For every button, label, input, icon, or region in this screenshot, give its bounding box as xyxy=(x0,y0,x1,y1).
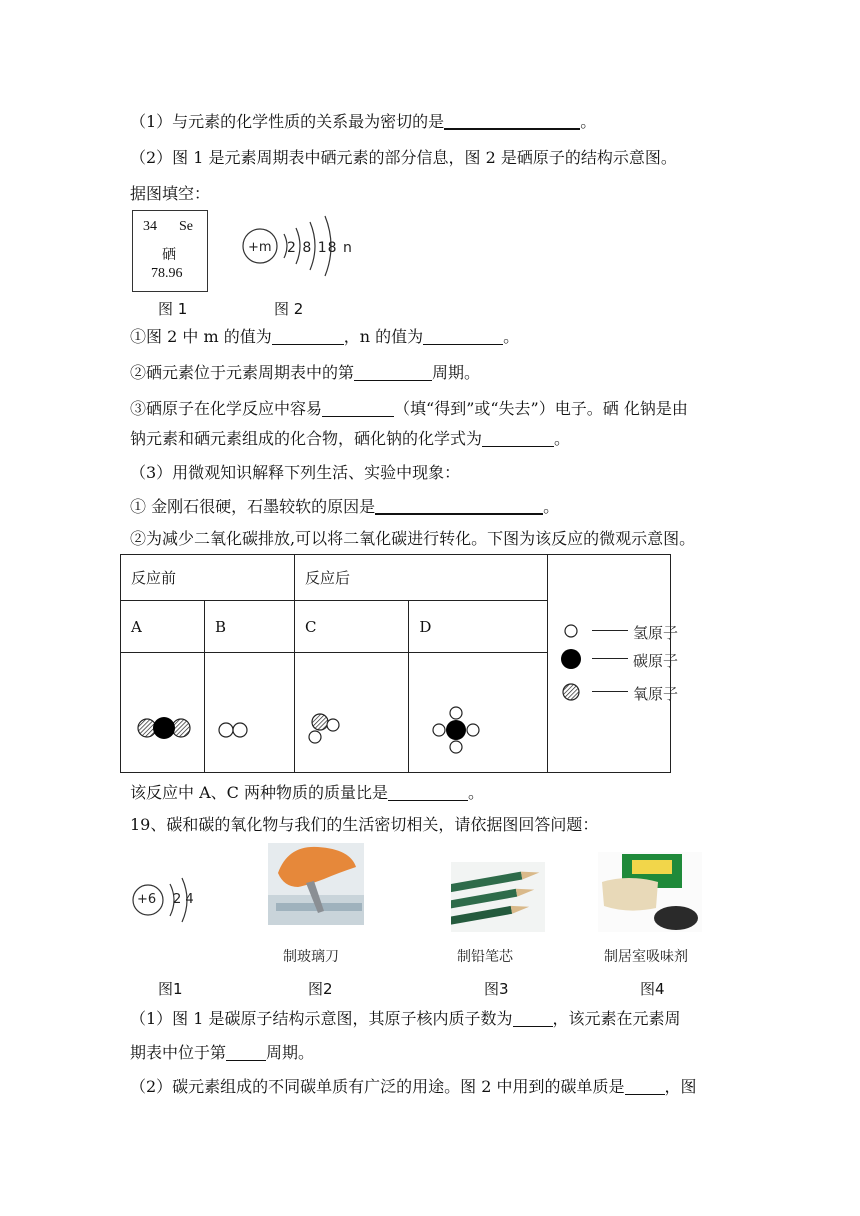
glass-cutter-photo xyxy=(268,843,364,925)
p1-cont-line: 期表中位于第 周期。 xyxy=(130,1043,315,1062)
mass-ratio-line: 该反应中 A、C 两种物质的质量比是 。 xyxy=(130,783,484,802)
carbon-fig3-caption: 图3 xyxy=(484,980,509,998)
ratio-blank[interactable] xyxy=(388,784,468,801)
n-value-blank[interactable] xyxy=(423,328,503,345)
col-d: D xyxy=(409,601,548,653)
fig2-caption: 图 2 xyxy=(274,300,304,318)
q3-line: （3）用微观知识解释下列生活、实验中现象： xyxy=(130,463,461,482)
legend-carbon: 碳原子 xyxy=(633,652,679,670)
col-a: A xyxy=(121,601,205,653)
p1-line: （1）图 1 是碳原子结构示意图，其原子核内质子数为 ，该元素在元素周 xyxy=(130,1009,681,1028)
ch4-molecule xyxy=(419,653,519,773)
molecule-d-cell xyxy=(409,653,548,773)
legend-hydrogen: 氢原子 xyxy=(633,624,679,642)
atomic-number: 34 xyxy=(143,219,157,234)
q2-fill-prompt: 据图填空： xyxy=(130,184,211,203)
answer-blank[interactable] xyxy=(444,112,580,130)
q1-line: （1）与元素的化学性质的关系最为密切的是 。 xyxy=(130,112,597,131)
carbon-fig4-caption: 图4 xyxy=(640,980,665,998)
carbon-substance-blank[interactable] xyxy=(625,1078,665,1095)
col-b: B xyxy=(204,601,294,653)
legend-oxygen: 氧原子 xyxy=(633,685,679,703)
sub3-cont-line: 钠元素和硒元素组成的化合物，硒化钠的化学式为 。 xyxy=(130,429,571,448)
col-c: C xyxy=(295,601,409,653)
proton-count-blank[interactable] xyxy=(513,1010,553,1027)
formula-blank[interactable] xyxy=(482,430,554,447)
q19-line: 19、碳和碳的氧化物与我们的生活密切相关，请依据图回答问题： xyxy=(130,815,599,834)
m-value-blank[interactable] xyxy=(272,328,344,345)
carbon-fig2-caption: 图2 xyxy=(308,980,333,998)
p2-line: （2）碳元素组成的不同碳单质有广泛的用途。图 2 中用到的碳单质是 ，图 xyxy=(130,1077,697,1096)
sub2-line: ②硒元素位于元素周期表中的第 周期。 xyxy=(130,363,481,382)
pencil-lead-label: 制铅笔芯 xyxy=(457,949,513,965)
carbon-period-blank[interactable] xyxy=(226,1044,266,1061)
molecule-a-cell xyxy=(121,653,205,773)
sub1-line: ①图 2 中 m 的值为 ，n 的值为 。 xyxy=(130,327,520,346)
element-symbol: Se xyxy=(179,219,193,234)
gain-lose-blank[interactable] xyxy=(322,400,394,417)
deodorizer-label: 制居室吸味剂 xyxy=(604,949,688,965)
glass-cutter-label: 制玻璃刀 xyxy=(283,949,339,965)
fig1-caption: 图 1 xyxy=(158,300,188,318)
h2o-molecule xyxy=(305,653,385,773)
after-header: 反应后 xyxy=(295,555,548,601)
selenium-element-card xyxy=(132,210,208,292)
q3a-line: ① 金刚石很硬，石墨较软的原因是 。 xyxy=(130,497,560,516)
legend-cell xyxy=(548,555,679,773)
atomic-mass: 78.96 xyxy=(151,266,183,281)
q2-line: （2）图 1 是元素周期表中硒元素的部分信息，图 2 是硒原子的结构示意图。 xyxy=(130,148,677,167)
deodorizer-photo xyxy=(598,852,702,932)
carbon-shell-counts: 2 4 xyxy=(173,892,194,907)
se-shell-counts: 2 8 18 n xyxy=(287,240,353,256)
carbon-nucleus-label: +6 xyxy=(137,892,157,907)
molecule-b-cell xyxy=(204,653,294,773)
legend-atoms xyxy=(560,621,584,711)
co2-molecule xyxy=(131,653,211,773)
molecule-c-cell xyxy=(295,653,409,773)
h2-molecule xyxy=(215,653,295,773)
before-header: 反应前 xyxy=(121,555,295,601)
element-name: 硒 xyxy=(162,248,176,263)
period-blank[interactable] xyxy=(354,364,432,381)
carbon-fig1-caption: 图1 xyxy=(158,980,183,998)
q3b-line: ②为减少二氧化碳排放,可以将二氧化碳进行转化。下图为该反应的微观示意图。 xyxy=(130,529,696,548)
reason-blank[interactable] xyxy=(375,497,543,515)
sub3-line: ③硒原子在化学反应中容易 （填“得到”或“失去”）电子。硒 化钠是由 xyxy=(130,399,688,418)
reaction-table xyxy=(120,554,679,773)
se-nucleus-label: +m xyxy=(248,240,272,255)
pencils-photo xyxy=(451,862,545,932)
